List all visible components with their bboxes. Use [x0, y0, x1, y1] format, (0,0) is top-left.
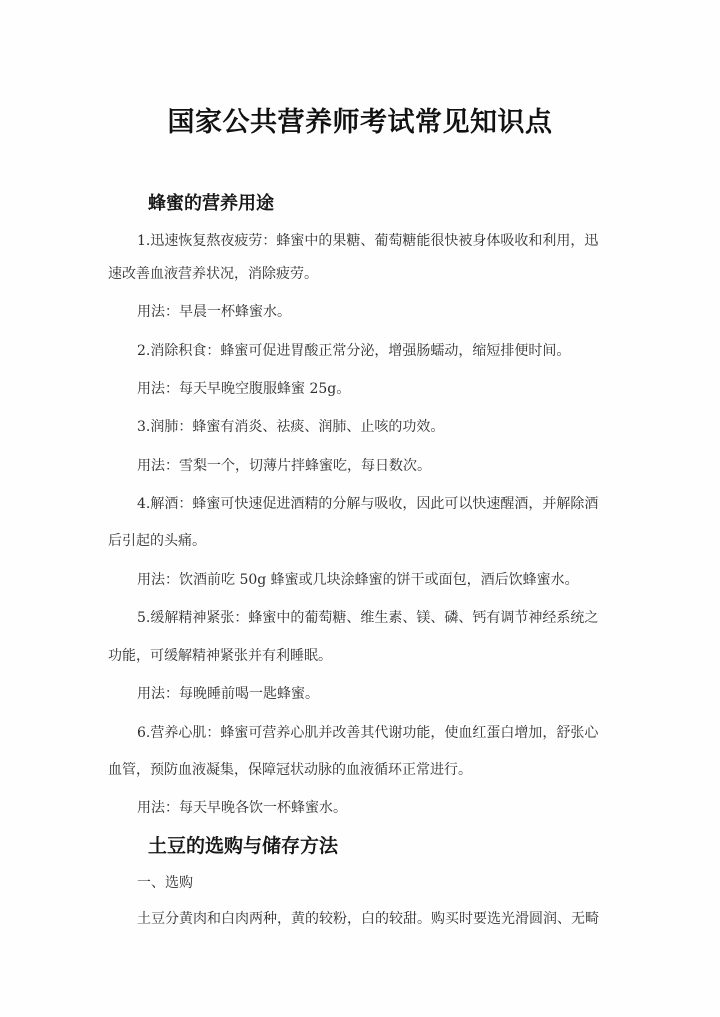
paragraph-line: 功能，可缓解精神紧张并有利睡眠。 [108, 648, 332, 664]
paragraph-line: 后引起的头痛。 [108, 533, 206, 549]
paragraph-line: 1.迅速恢复熬夜疲劳：蜂蜜中的果糖、葡萄糖能很快被身体吸收和利用，迅 [137, 233, 599, 249]
paragraph-line: 4.解酒：蜂蜜可快速促进酒精的分解与吸收，因此可以快速醒酒，并解除酒 [137, 496, 599, 512]
subheading: 一、选购 [137, 875, 193, 891]
usage-line: 用法：每天早晚空腹服蜂蜜 25g。 [137, 381, 351, 397]
section-heading-potato: 土豆的选购与储存方法 [148, 835, 339, 857]
paragraph-line: 土豆分黄肉和白肉两种，黄的较粉，白的较甜。购买时要选光滑圆润、无畸 [137, 911, 599, 927]
paragraph-line: 2.消除积食：蜂蜜可促进胃酸正常分泌，增强肠蠕动，缩短排便时间。 [137, 343, 571, 359]
paragraph-line: 3.润肺：蜂蜜有消炎、祛痰、润肺、止咳的功效。 [137, 419, 445, 435]
usage-line: 用法：早晨一杯蜂蜜水。 [137, 304, 291, 320]
paragraph-line: 5.缓解精神紧张：蜂蜜中的葡萄糖、维生素、镁、磷、钙有调节神经系统之 [137, 610, 599, 626]
usage-line: 用法：雪梨一个，切薄片拌蜂蜜吃，每日数次。 [137, 458, 431, 474]
paragraph-line: 速改善血液营养状况，消除疲劳。 [108, 266, 318, 282]
usage-line: 用法：每天早晚各饮一杯蜂蜜水。 [137, 800, 347, 816]
paragraph-line: 血管，预防血液凝集，保障冠状动脉的血液循环正常进行。 [108, 762, 472, 778]
usage-line: 用法：饮酒前吃 50g 蜂蜜或几块涂蜂蜜的饼干或面包，酒后饮蜂蜜水。 [137, 572, 579, 588]
page-title: 国家公共营养师考试常见知识点 [167, 107, 553, 138]
section-heading-honey: 蜂蜜的营养用途 [148, 193, 274, 214]
usage-line: 用法：每晚睡前喝一匙蜂蜜。 [137, 686, 319, 702]
paragraph-line: 6.营养心肌：蜂蜜可营养心肌并改善其代谢功能，使血红蛋白增加，舒张心 [137, 725, 599, 741]
